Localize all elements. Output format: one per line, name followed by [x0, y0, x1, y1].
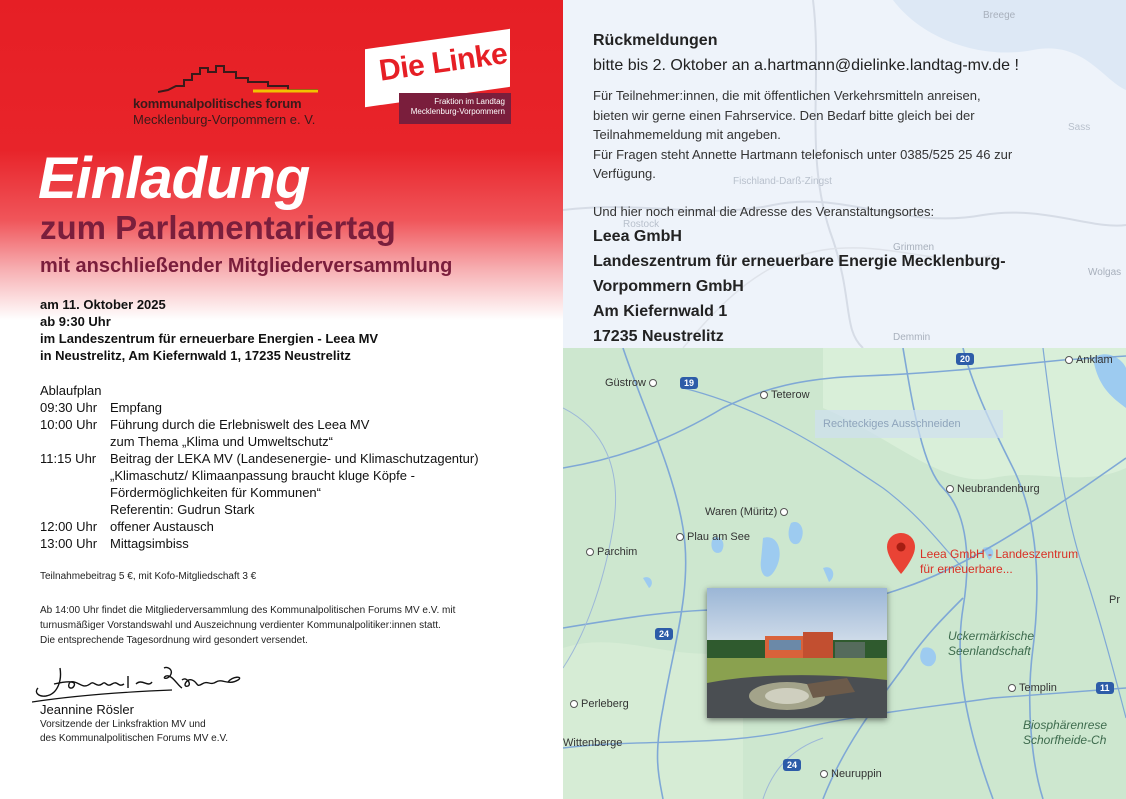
agenda-item — [40, 450, 550, 518]
road-shield-11: 11 — [1096, 682, 1114, 694]
city-dot-icon — [946, 485, 954, 493]
kofo-logo — [128, 60, 338, 130]
page-title: Einladung — [38, 146, 310, 211]
city-dot-icon — [676, 533, 684, 541]
address-line: Leea GmbH — [593, 228, 682, 245]
linke-sub-line: Mecklenburg-Vorpommern — [410, 107, 505, 116]
region-label — [1023, 718, 1107, 748]
city-dot-icon — [760, 391, 768, 399]
feedback-info — [593, 86, 1098, 184]
agenda-time: 12:00 Uhr — [40, 519, 98, 534]
map-city-perleberg[interactable] — [567, 698, 629, 710]
agenda-line: offener Austausch — [110, 519, 214, 534]
city-label: Neubrandenburg — [957, 483, 1040, 495]
city-dot-icon — [570, 700, 578, 708]
agenda-time: 13:00 Uhr — [40, 536, 98, 551]
agenda-line: Referentin: Gudrun Stark — [110, 502, 255, 517]
location-map[interactable] — [563, 348, 1126, 799]
agenda-text — [110, 416, 550, 450]
page-subtitle-secondary: mit anschließender Mitgliederversammlung — [40, 255, 453, 277]
agenda-line: Beitrag der LEKA MV (Landesenergie- und Klimaschutzagentur) — [110, 451, 479, 466]
venue-photo-image — [707, 588, 887, 718]
agenda-text — [110, 450, 550, 518]
signer-name: Jeannine Rösler — [40, 702, 134, 717]
city-label: Pr — [1109, 594, 1120, 606]
agenda-line: Führung durch die Erlebniswelt des Leea MV — [110, 417, 370, 432]
map-city-anklam[interactable] — [1062, 354, 1113, 366]
city-label: Güstrow — [605, 377, 646, 389]
city-dot-icon — [586, 548, 594, 556]
agenda-line: Mittagsimbiss — [110, 536, 189, 551]
address-line: 17235 Neustrelitz — [593, 328, 724, 345]
city-label: Teterow — [771, 389, 810, 401]
feedback-deadline: bitte bis 2. Oktober an a.hartmann@dielinke.landtag-mv.de ! — [593, 57, 1019, 74]
signer-role-line: des Kommunalpolitischen Forums MV e.V. — [40, 733, 229, 744]
agenda-text — [110, 535, 550, 552]
linke-sub-line: Fraktion im Landtag — [434, 97, 505, 106]
map-label: Fischland-Darß-Zingst — [733, 176, 832, 187]
map-label: Grimmen — [893, 242, 935, 253]
agenda-item — [40, 416, 550, 450]
address-line: Vorpommern GmbH — [593, 278, 744, 295]
venue-photo — [707, 588, 887, 718]
region-line: Uckermärkische — [948, 629, 1035, 643]
road-shield-19: 19 — [680, 377, 698, 389]
agenda-item — [40, 535, 550, 552]
agenda-line: „Klimaschutz/ Klimaanpassung braucht kluge Köpfe - — [110, 468, 415, 483]
die-linke-wordmark: Die Linke — [377, 37, 510, 88]
agenda-heading: Ablaufplan — [40, 383, 102, 398]
signer-role-line: Vorsitzende der Linksfraktion MV und — [40, 719, 206, 730]
map-label: Rostock — [623, 219, 660, 230]
pin-label-line: Leea GmbH - Landeszentrum — [920, 547, 1079, 561]
map-city-neuruppin[interactable] — [817, 768, 882, 780]
kofo-region: Mecklenburg-Vorpommern e. V. — [133, 112, 316, 127]
map-overlay-label: Rechteckiges Ausschneiden — [823, 418, 961, 430]
die-linke-subtitle — [399, 93, 511, 124]
pin-label-line: für erneuerbare... — [920, 562, 1013, 576]
agenda-text — [110, 399, 550, 416]
agenda-line: zum Thema „Klima und Umweltschutz“ — [110, 434, 333, 449]
city-label: Perleberg — [581, 698, 629, 710]
road-shield-24: 24 — [655, 628, 673, 640]
event-time: ab 9:30 Uhr — [40, 314, 111, 329]
venue-address — [593, 224, 1113, 349]
castle-skyline-icon — [158, 60, 318, 94]
map-city-waren[interactable] — [705, 506, 791, 518]
city-dot-icon — [649, 379, 657, 387]
map-city-wittenberge[interactable] — [563, 737, 622, 749]
map-label: Sass — [1068, 122, 1091, 133]
page-subtitle: zum Parlamentariertag — [40, 209, 396, 246]
note-line: Ab 14:00 Uhr findet die Mitgliederversammlung des Kommunalpolitischen Forums MV e.V. mit — [40, 605, 456, 616]
city-dot-icon — [820, 770, 828, 778]
info-line: bieten wir gerne einen Fahrservice. Den Bedarf bitte gleich bei der — [593, 107, 975, 123]
city-label: Waren (Müritz) — [705, 506, 778, 518]
event-details — [40, 296, 378, 364]
event-venue: im Landeszentrum für erneuerbare Energien - Leea MV — [40, 331, 379, 346]
city-label: Templin — [1019, 682, 1057, 694]
venue-pin-label[interactable] — [920, 547, 1078, 577]
region-line: Seenlandschaft — [948, 644, 1031, 658]
map-city-teterow[interactable] — [757, 389, 810, 401]
region-line: Schorfheide-Ch — [1023, 733, 1107, 747]
agenda-time: 10:00 Uhr — [40, 417, 98, 432]
road-shield-24-south: 24 — [783, 759, 801, 771]
event-address: in Neustrelitz, Am Kiefernwald 1, 17235 Neustrelitz — [40, 348, 351, 363]
city-label: Parchim — [597, 546, 638, 558]
map-city-guestrow[interactable] — [605, 377, 660, 389]
city-label: Anklam — [1076, 354, 1113, 366]
note-line: turnusmäßiger Vorstandswahl und Auszeichnung verdienter Kommunalpolitiker:innen statt. — [40, 620, 441, 631]
map-city-parchim[interactable] — [583, 546, 637, 558]
road-shield-20: 20 — [956, 353, 974, 365]
map-label: Demmin — [893, 332, 931, 343]
agenda-line: Empfang — [110, 400, 163, 415]
info-line: Für Fragen steht Annette Hartmann telefonisch unter 0385/525 25 46 zur — [593, 146, 1013, 162]
info-line: Verfügung. — [593, 166, 656, 181]
kofo-name: kommunalpolitisches forum — [133, 96, 302, 111]
region-line: Biosphärenrese — [1023, 718, 1108, 732]
city-label: Neuruppin — [831, 768, 882, 780]
participation-fee: Teilnahmebeitrag 5 €, mit Kofo-Mitgliedschaft 3 € — [40, 571, 257, 582]
map-city-partial[interactable] — [1109, 594, 1120, 606]
map-label: Wolgas — [1088, 267, 1122, 278]
city-dot-icon — [1008, 684, 1016, 692]
address-intro: Und hier noch einmal die Adresse des Veranstaltungsortes: — [593, 204, 935, 219]
agenda — [40, 382, 550, 552]
map-label: Breege — [983, 10, 1016, 21]
map-city-neubrandenburg[interactable] — [943, 483, 1040, 495]
city-dot-icon — [780, 508, 788, 516]
feedback-section — [563, 0, 1126, 348]
member-assembly-note — [40, 603, 540, 648]
city-label: Plau am See — [687, 531, 750, 543]
agenda-item — [40, 399, 550, 416]
agenda-time: 11:15 Uhr — [40, 451, 97, 466]
note-line: Die entsprechende Tagesordnung wird gesondert versendet. — [40, 635, 308, 646]
address-line: Landeszentrum für erneuerbare Energie Mecklenburg- — [593, 253, 1006, 270]
city-label: Wittenberge — [563, 737, 623, 749]
map-city-templin[interactable] — [1005, 682, 1057, 694]
event-date: am 11. Oktober 2025 — [40, 297, 166, 312]
address-line: Am Kiefernwald 1 — [593, 303, 728, 320]
agenda-time: 09:30 Uhr — [40, 400, 98, 415]
region-label — [948, 629, 1034, 659]
info-line: Für Teilnehmer:innen, die mit öffentlichen Verkehrsmitteln anreisen, — [593, 88, 981, 103]
handwritten-signature — [32, 662, 247, 704]
die-linke-logo — [363, 33, 513, 125]
invitation-right-panel — [563, 0, 1126, 799]
city-dot-icon — [1065, 356, 1073, 364]
map-city-plau[interactable] — [673, 531, 750, 543]
agenda-line: Fördermöglichkeiten für Kommunen“ — [110, 485, 321, 500]
info-line: Teilnahmemeldung mit angeben. — [593, 127, 781, 142]
agenda-text — [110, 518, 550, 535]
agenda-item — [40, 518, 550, 535]
signer-role — [40, 718, 228, 746]
feedback-heading: Rückmeldungen — [593, 32, 718, 49]
